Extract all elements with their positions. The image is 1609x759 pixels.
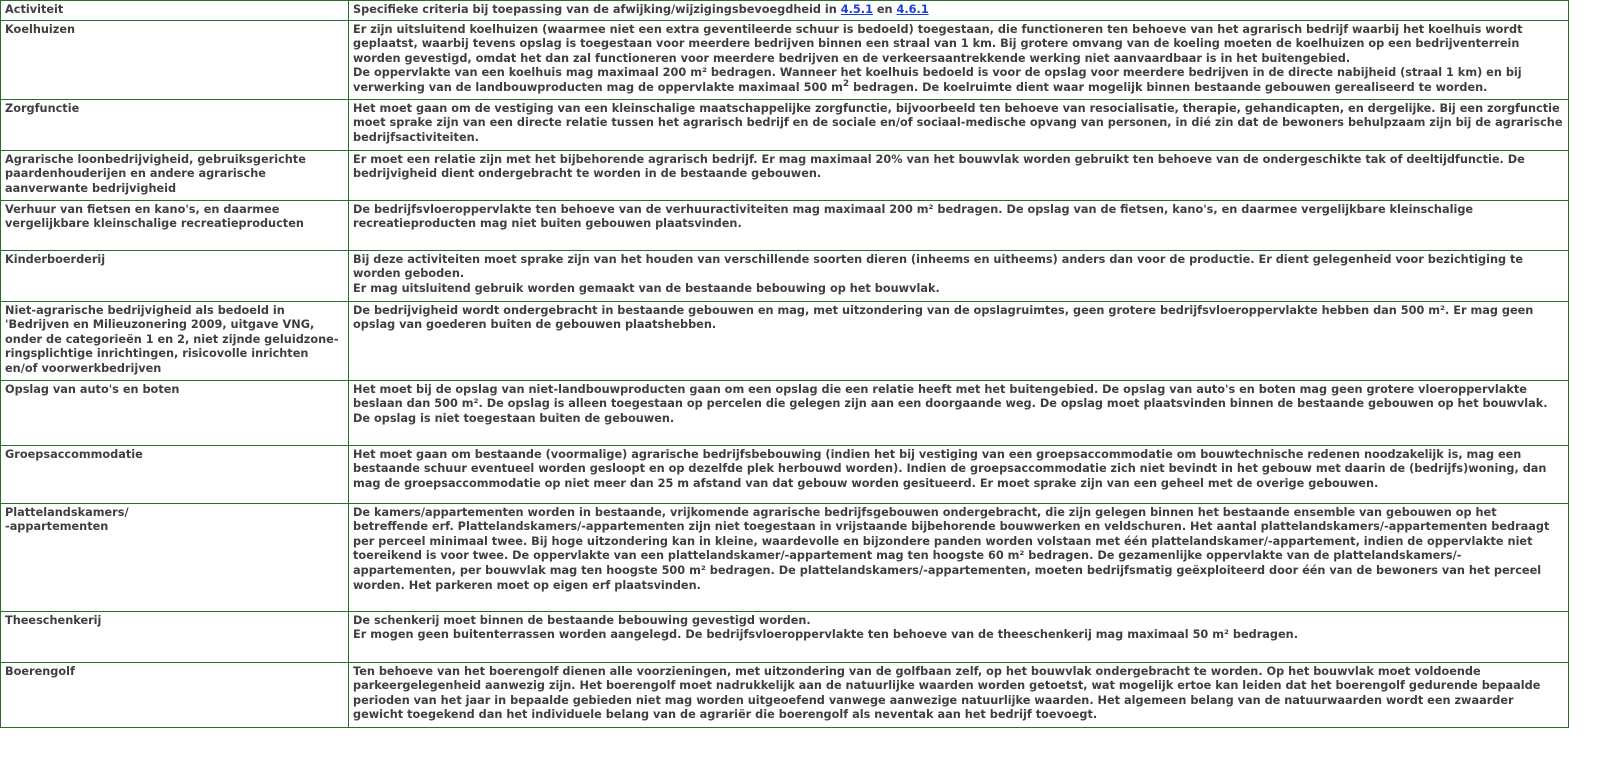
criteria-cell: De kamers/appartementen worden in bestaande, vrijkomende agrarische bedrijfsgebouwen ondergebracht, die zijn gelegen binnen het bestaande ensemble van gebouwen op het betreffende erf. Plattelandskamers/-appartementen zijn niet toegestaan in vrijstaande bijbehorende bouwwerken en veldschuren. Het aantal plattelandskamers/-appartementen bedraagt per perceel minimaal twee. Bij hoge uitzondering kan in kleine, waardevolle en bijzondere panden worden volstaan met één plattelandskamer/-appartement, indien de oppervlakte niet toereikend is voor twee. De oppervlakte van een plattelandskamer/-appartement mag ten hoogste 60 m² bedragen. De gezamenlijke oppervlakte van de plattelandskamers/-appartementen, per bouwvlak mag ten hoogste 500 m² bedragen. De plattelandskamers/-appartementen, moeten bedrijfsmatig geëxploiteerd door één van de bewoners van het perceel worden. Het parkeren moet op eigen erf plaatsvinden.: [349, 503, 1569, 611]
criteria-cell: Het moet gaan om bestaande (voormalige) agrarische bedrijfsbebouwing (indien het bij vestiging van een groepsaccommodatie om bouwtechnische redenen noodzakelijk is, mag een bestaande schuur eventueel worden gesloopt en op dezelfde plek herbouwd worden). Indien de groepsaccommodatie zich niet bevindt in het gebouw met daarin de (bedrijfs)woning, dan mag de groepsaccommodatie op niet meer dan 25 m afstand van dat gebouw worden gesitueerd. Er moet sprake zijn van een geheel met de overige gebouwen.: [349, 445, 1569, 503]
table-row: [1, 200, 1569, 250]
criteria-cell: [349, 611, 1569, 662]
criteria-cell: Ten behoeve van het boerengolf dienen alle voorzieningen, met uitzondering van de golfbaan zelf, op het bouwvlak ondergebracht te worden. Op het bouwvlak moet voldoende parkeergelegenheid aanwezig zijn. Het boerengolf moet nadrukkelijk aan de natuurlijke waarden worden getoetst, wat mogelijk ertoe kan leiden dat het boerengolf gedurende bepaalde perioden van het jaar in bepaalde gebieden niet mag worden uitgeoefend vanwege aanwezige natuurlijke waarden. Het algemeen belang van de natuurwaarden wordt een zwaarder gewicht toegekend dan het individuele belang van de agrariër die boerengolf als neventak aan het bedrijf toevoegt.: [349, 662, 1569, 727]
table-header-row: [1, 1, 1569, 21]
table-row: [1, 662, 1569, 727]
activity-text-1: Plattelandskamers/: [5, 505, 129, 519]
activity-cell: Boerengolf: [1, 662, 349, 727]
activity-cell: Verhuur van fietsen en kano's, en daarmee vergelijkbare kleinschalige recreatieproducten: [1, 200, 349, 250]
criteria-text-2: [353, 66, 1564, 95]
activity-text-2: -appartementen: [5, 520, 109, 534]
activity-cell: Opslag van auto's en boten: [1, 380, 349, 445]
header-criteria-text: Specifieke criteria bij toepassing van de afwijking/wijzigingsbevoegdheid in: [353, 3, 841, 16]
criteria-cell: De bedrijvigheid wordt ondergebracht in bestaande gebouwen en mag, met uitzondering van de opslagruimtes, geen grotere bedrijfsvloeroppervlakte hebben dan 500 m². Er mag geen opslag van goederen buiten de gebouwen plaatshebben.: [349, 301, 1569, 380]
criteria-text: De schenkerij moet binnen de bestaande bebouwing gevestigd worden.: [353, 613, 811, 627]
link-4-6-1[interactable]: 4.6.1: [896, 3, 929, 16]
table-row: [1, 99, 1569, 150]
criteria-text-2b: bedragen. De koelruimte dient waar mogelijk binnen bestaande gebouwen gerealiseerd te worden.: [849, 80, 1488, 94]
activity-cell: Agrarische loonbedrijvigheid, gebruiksgerichte paardenhouderijen en andere agrarische aanverwante bedrijvigheid: [1, 150, 349, 200]
link-4-5-1[interactable]: 4.5.1: [840, 3, 873, 16]
table-row: [1, 150, 1569, 200]
activity-cell: Theeschenkerij: [1, 611, 349, 662]
activity-cell: Zorgfunctie: [1, 99, 349, 150]
table-row: [1, 301, 1569, 380]
criteria-cell: [349, 20, 1569, 99]
activity-cell: Niet-agrarische bedrijvigheid als bedoeld in 'Bedrijven en Milieuzonering 2009, uitgave VNG, onder de categorieën 1 en 2, niet zijnde geluidzone- ringsplichtige inrichtingen, risicovolle inrichten en/of voorwerkbedrijven: [1, 301, 349, 380]
criteria-cell: De bedrijfsvloeroppervlakte ten behoeve van de verhuuractiviteiten mag maximaal 200 m² bedragen. De opslag van de fietsen, kano's, en daarmee vergelijkbare kleinschalige recreatieproducten mag niet buiten gebouwen plaatsvinden.: [349, 200, 1569, 250]
activity-cell: [1, 503, 349, 611]
table-row: [1, 20, 1569, 99]
header-criteria-and: en: [872, 3, 897, 16]
superscript-2: 2: [842, 79, 850, 90]
activity-cell: Groepsaccommodatie: [1, 445, 349, 503]
criteria-cell: Er moet een relatie zijn met het bijbehorende agrarisch bedrijf. Er mag maximaal 20% van het bouwvlak worden gebruikt ten behoeve van de ondergeschikte tak of deeltijdfunctie. De bedrijvigheid dient ondergebracht te worden in de bestaande gebouwen.: [349, 150, 1569, 200]
criteria-text: Bij deze activiteiten moet sprake zijn van het houden van verschillende soorten dieren (inheems en uitheems) anders dan voor de productie. Er dient gelegenheid voor bezichtiging te worden geboden.: [353, 252, 1524, 281]
table-row: [1, 611, 1569, 662]
criteria-text-2: Er mag uitsluitend gebruik worden gemaakt van de bestaande bebouwing op het bouwvlak.: [353, 281, 940, 295]
activity-cell: Koelhuizen: [1, 20, 349, 99]
header-criteria: [349, 1, 1569, 21]
table-row: [1, 380, 1569, 445]
criteria-text: Er zijn uitsluitend koelhuizen (waarmee niet een extra geventileerde schuur is bedoeld) toegestaan, die functioneren ten behoeve van het agrarisch bedrijf waarbij het koelhuis wordt geplaatst, waarbij tevens opslag is toegestaan voor meerdere bedrijven binnen een straal van 1 km. Bij grotere omvang van de koeling moeten de koelhuizen op een bedrijventerrein worden gevestigd, omdat het dan zal functioneren voor meerdere bedrijven en de verkeersaantrekkende werking niet aanvaardbaar is in het buitengebied.: [353, 22, 1523, 65]
criteria-cell: [349, 250, 1569, 301]
table-row: [1, 445, 1569, 503]
criteria-cell: Het moet bij de opslag van niet-landbouwproducten gaan om een opslag die een relatie heeft met het buitengebied. De opslag van auto's en boten mag geen grotere vloeroppervlakte beslaan dan 500 m². De opslag is alleen toegestaan op percelen die gelegen zijn aan een doorgaande weg. De opslag moet plaatsvinden binnen de bestaande gebouwen op het bouwvlak. De opslag is niet toegestaan buiten de gebouwen.: [349, 380, 1569, 445]
activity-cell: Kinderboerderij: [1, 250, 349, 301]
criteria-text-2: Er mogen geen buitenterrassen worden aangelegd. De bedrijfsvloeroppervlakte ten behoeve van de theeschenkerij mag maximaal 50 m² bedragen.: [353, 628, 1298, 642]
criteria-cell: Het moet gaan om de vestiging van een kleinschalige maatschappelijke zorgfunctie, bijvoorbeeld ten behoeve van resocialisatie, therapie, gehandicapten, en dergelijke. Bij een zorgfunctie moet sprake zijn van een directe relatie tussen het agrarisch bedrijf en de sociale en/of sociaal-medische opvang van personen, in dié zin dat de bewoners behulpzaam zijn bij de agrarische bedrijfsactiviteiten.: [349, 99, 1569, 150]
criteria-text-2a: De oppervlakte van een koelhuis mag maximaal 200 m² bedragen. Wanneer het koelhuis bedoeld is voor de opslag voor meerdere bedrijven in de directe nabijheid (straal 1 km) en bij verwerking van de landbouwproducten mag de oppervlakte maximaal 500 m: [353, 66, 1522, 94]
table-row: [1, 503, 1569, 611]
header-activity: Activiteit: [1, 1, 349, 21]
table-row: [1, 250, 1569, 301]
